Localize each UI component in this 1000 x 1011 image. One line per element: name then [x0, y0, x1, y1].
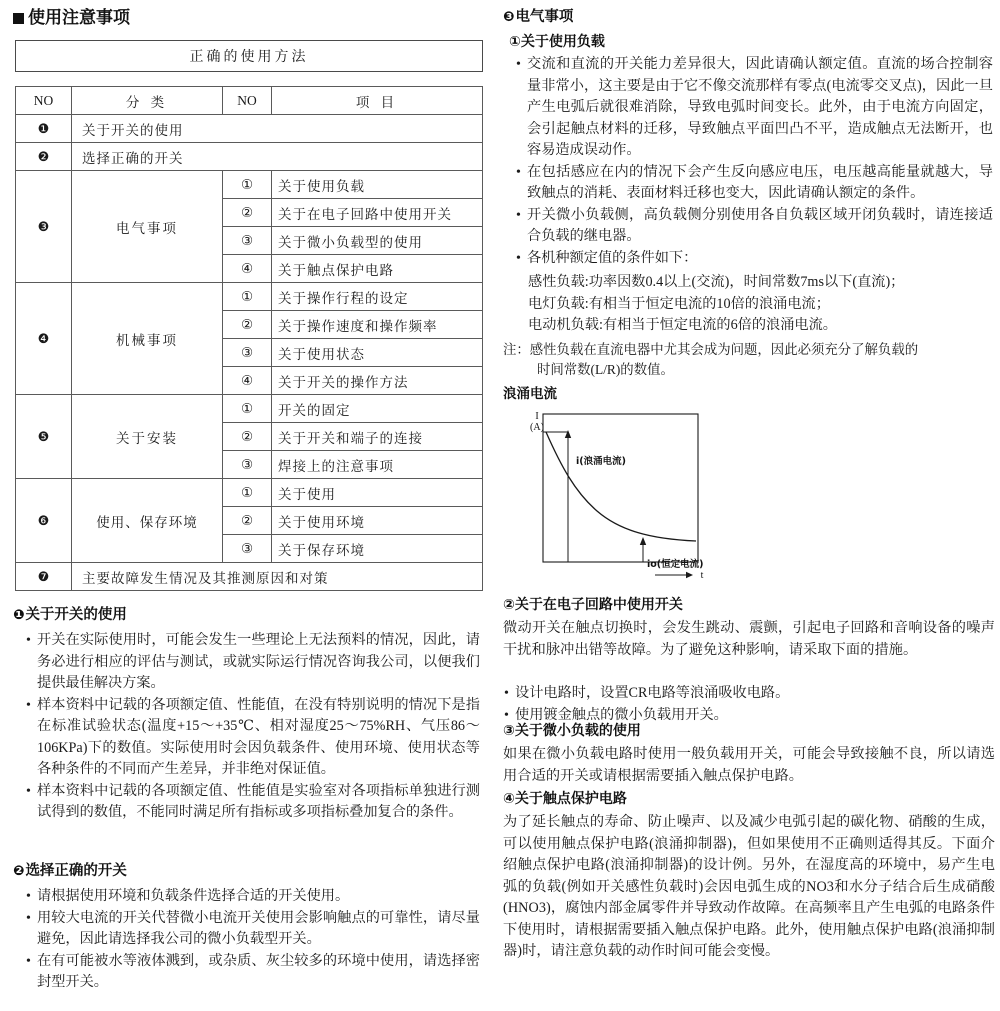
note-label: 注：	[503, 342, 530, 357]
list-item: • 在包括感应在内的情况下会产生反向感应电压，电压越高能量就越大，导致触点的消耗、表面材料迁移也变大，因此请确认额定的条件。	[515, 162, 993, 205]
list-item: • 在有可能被水等液体溅到，或杂质、灰尘较多的环境中使用，请选择密封型开关。	[25, 951, 480, 994]
sub-no: ①	[223, 283, 272, 311]
row-no: ❹	[16, 283, 72, 395]
th-no2: NO	[223, 87, 272, 115]
sub-item: 关于开关的操作方法	[272, 367, 483, 395]
surge-current-chart	[513, 408, 763, 593]
surge-arrow-head	[565, 430, 571, 438]
section-3-number: ❸	[503, 9, 515, 25]
chart-svg	[513, 408, 763, 593]
table-row	[16, 563, 483, 591]
sub-item: 关于使用环境	[272, 507, 483, 535]
sub-no: ④	[223, 367, 272, 395]
table-row	[16, 283, 483, 311]
sub-item: 关于保存环境	[272, 535, 483, 563]
usage-index-table	[15, 86, 483, 591]
row-no: ❺	[16, 395, 72, 479]
row-category: 主要故障发生情况及其推测原因和对策	[72, 563, 483, 591]
banner-correct-usage	[15, 40, 483, 72]
row-no: ❼	[16, 563, 72, 591]
th-category: 分 类	[72, 87, 223, 115]
subsection-4-paragraph: 为了延长触点的寿命、防止噪声、以及减少电弧引起的碳化物、硝酸的生成，可以使用触点保护电路(浪涌抑制器)，但如果使用不正确则适得其反。下面介绍触点保护电路(浪涌抑制器)的设计例。另外，在湿度高的环境中，易产生电弧的负载(例如开关感性负载时)会因电弧生成的NO3和水分子结合后生成硝酸(HNO3)，腐蚀内部金属零件并导致动作故障。在高频率且产生电弧的电路条件下使用时，请根据需要插入触点保护电路。此外，使用触点保护电路(浪涌抑制器)时，请注意负载的动作时间可能会变慢。	[503, 814, 995, 959]
sub-item: 关于在电子回路中使用开关	[272, 199, 483, 227]
section-2-title: 选择正确的开关	[25, 863, 127, 879]
sub-item: 开关的固定	[272, 395, 483, 423]
section-1-number: ❶	[13, 607, 25, 623]
section-2-bullets	[25, 886, 480, 994]
list-item: • 交流和直流的开关能力差异很大，因此请确认额定值。直流的场合控制容量非常小，这主要是由于它不像交流那样有零点(电流零交叉点)，因此一旦产生电弧后就很难消除，导致电弧时间变长。此外，由于电流方向固定，会引起触点材料的迁移，导致触点平面凹凸不平，造成触点无法断开，也容易造成误动作。	[515, 54, 993, 162]
condition-line: 电灯负载:有相当于恒定电流的10倍的浪涌电流；	[528, 295, 830, 312]
row-no: ❷	[16, 143, 72, 171]
subsection-2-heading: ②关于在电子回路中使用开关	[503, 597, 683, 613]
subsection-2-bullets	[503, 683, 995, 726]
sub-item: 关于使用状态	[272, 339, 483, 367]
left-column	[0, 0, 495, 1011]
subsection-2-paragraph: 微动开关在触点切换时，会发生跳动、震颤，引起电子回路和音响设备的噪声干扰和脉冲出错等故障。为了避免这种影响，请采取下面的措施。	[503, 620, 995, 658]
right-column	[495, 0, 1000, 1011]
list-item: • 请根据使用环境和负载条件选择合适的开关使用。	[25, 886, 480, 908]
subsection-1-heading: ①关于使用负载	[509, 34, 605, 50]
list-item: • 使用镀金触点的微小负载用开关。	[503, 705, 995, 727]
sub-no: ①	[223, 171, 272, 199]
sub-no: ②	[223, 199, 272, 227]
note-line-1	[503, 340, 995, 360]
row-category: 选择正确的开关	[72, 143, 483, 171]
subsection-4-heading: ④关于触点保护电路	[503, 791, 627, 807]
table-row	[16, 395, 483, 423]
sub-no: ①	[223, 395, 272, 423]
steady-current-annotation: io(恒定电流)	[647, 559, 704, 570]
note-text-1: 感性负载在直流电器中尤其会成为问题，因此必须充分了解负载的	[529, 342, 919, 357]
rating-conditions	[528, 272, 998, 337]
sub-item: 关于操作行程的设定	[272, 283, 483, 311]
row-category: 关于安装	[72, 395, 223, 479]
sub-no: ③	[223, 339, 272, 367]
section-3-title: 电气事项	[515, 9, 574, 25]
list-item: • 用较大电流的开关代替微小电流开关使用会影响触点的可靠性，请尽量避免，因此请选择我公司的微小负载型开关。	[25, 908, 480, 951]
subsection-1-bullets	[515, 54, 993, 269]
sub-no: ②	[223, 423, 272, 451]
sub-no: ②	[223, 311, 272, 339]
row-category: 关于开关的使用	[72, 115, 483, 143]
square-bullet-icon	[13, 13, 24, 24]
note-block	[503, 340, 995, 380]
table-row	[16, 143, 483, 171]
note-line-2: 时间常数(L/R)的数值。	[537, 362, 674, 377]
surge-current-annotation: i(浪涌电流)	[576, 456, 626, 467]
list-item: • 开关在实际使用时，可能会发生一些理论上无法预料的情况，因此，请务必进行相应的评估与测试，或就实际运行情况咨询我公司，以便我们提供最佳解决方案。	[25, 630, 480, 695]
table-row	[16, 115, 483, 143]
section-1-title: 关于开关的使用	[25, 607, 127, 623]
chart-title: 浪涌电流	[503, 386, 557, 402]
subsection-3-heading: ③关于微小负载的使用	[503, 723, 641, 739]
sub-no: ③	[223, 451, 272, 479]
y-axis-label-line1: I	[535, 411, 539, 422]
list-item: • 设计电路时，设置CR电路等浪涌吸收电路。	[503, 683, 995, 705]
table-row	[16, 171, 483, 199]
condition-line: 感性负载:功率因数0.4以上(交流)，时间常数7ms以下(直流)；	[528, 274, 905, 290]
list-item: • 各机种额定值的条件如下：	[515, 248, 993, 270]
table-header-row	[16, 87, 483, 115]
y-axis-label	[525, 411, 549, 433]
sub-no: ①	[223, 479, 272, 507]
sub-item: 焊接上的注意事项	[272, 451, 483, 479]
page-title-text: 使用注意事项	[28, 8, 130, 28]
subsection-3-paragraph: 如果在微小负载电路时使用一般负载用开关，可能会导致接触不良，所以请选用合适的开关或请根据需要插入触点保护电路。	[503, 746, 995, 784]
list-item: • 样本资料中记载的各项额定值、性能值是实验室对各项指标单独进行测试得到的数值，不能同时满足所有指标或多项指标叠加复合的条件。	[25, 781, 480, 824]
sub-item: 关于开关和端子的连接	[272, 423, 483, 451]
section-3-heading	[503, 8, 573, 27]
section-1-heading	[13, 606, 127, 625]
steady-arrow-head	[640, 537, 646, 545]
row-no: ❸	[16, 171, 72, 283]
row-no: ❶	[16, 115, 72, 143]
th-no1: NO	[16, 87, 72, 115]
sub-no: ④	[223, 255, 272, 283]
condition-line: 电动机负载:有相当于恒定电流的6倍的浪涌电流。	[528, 317, 837, 333]
section-2-number: ❷	[13, 863, 25, 879]
th-item: 项 目	[272, 87, 483, 115]
sub-no: ②	[223, 507, 272, 535]
sub-item: 关于使用负载	[272, 171, 483, 199]
list-item: • 样本资料中记载的各项额定值、性能值，在没有特别说明的情况下是指在标准试验状态(温度+15～+35℃、相对湿度25～75%RH、气压86～106KPa)下的数值。实际使用时会因负载条件、使用环境、使用状态等各种条件的不同而产生差异，并非绝对保证值。	[25, 695, 480, 781]
section-1-bullets	[25, 630, 480, 824]
list-item: • 开关微小负载侧，高负载侧分别使用各自负载区域开闭负载时，请连接适合负载的继电器。	[515, 205, 993, 248]
page-title	[13, 8, 130, 28]
sub-item: 关于操作速度和操作频率	[272, 311, 483, 339]
sub-item: 关于触点保护电路	[272, 255, 483, 283]
table-row	[16, 479, 483, 507]
y-axis-label-line2: (A)	[530, 422, 544, 433]
section-2-heading	[13, 862, 127, 881]
row-no: ❻	[16, 479, 72, 563]
sub-item: 关于使用	[272, 479, 483, 507]
sub-item: 关于微小负载型的使用	[272, 227, 483, 255]
sub-no: ③	[223, 227, 272, 255]
row-category: 电气事项	[72, 171, 223, 283]
sub-no: ③	[223, 535, 272, 563]
banner-text: 正确的使用方法	[189, 50, 309, 65]
x-axis-label: t	[700, 570, 704, 581]
row-category: 机械事项	[72, 283, 223, 395]
x-axis-arrow-head	[686, 572, 693, 578]
row-category: 使用、保存环境	[72, 479, 223, 563]
